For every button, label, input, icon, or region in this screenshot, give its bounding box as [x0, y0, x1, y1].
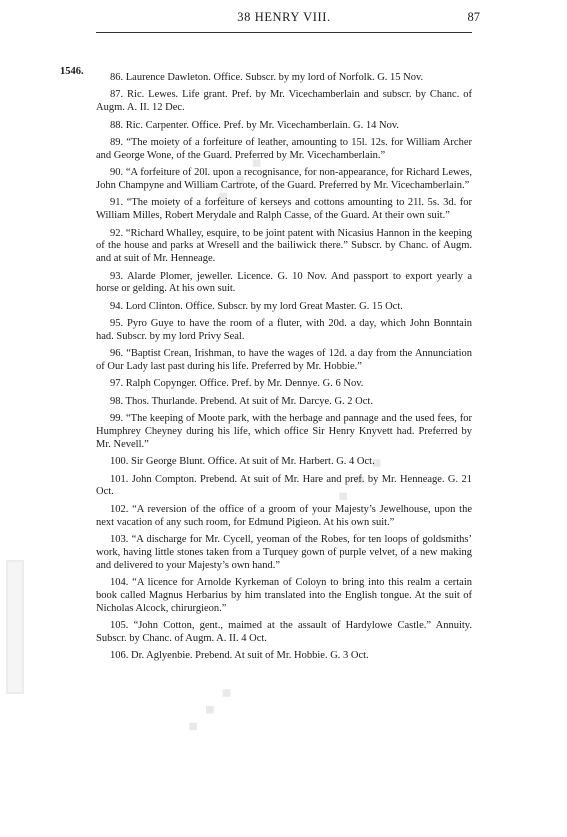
- page-number: 87: [467, 10, 480, 24]
- entry: 97. Ralph Copynger. Office. Pref. by Mr. Dennye. G. 6 Nov.: [110, 378, 364, 390]
- entry: 91. “The moiety of a forfeiture of kerseys and cottons amounting to 21l. 5s. 3d. for William Milles, Robert Merydale and Ralph Casse, of the Guard. At their own suit.”: [96, 197, 472, 222]
- watermark: ◆ ◆ ◆: [333, 450, 389, 506]
- entry: 103. “A discharge for Mr. Cycell, yeoman of the Robes, for ten loops of goldsmiths’ work, having little stones taken from a Turquey gown of purple velvet, of a new making and delivered to your Majesty’s own hand.”: [96, 534, 472, 571]
- running-title: 38 HENRY VIII.: [237, 10, 331, 24]
- entry: 99. “The keeping of Moote park, with the herbage and pannage and the used fees, for Humphrey Cheyney during his life, which office Sir Henry Knyvett had. Preferred by Mr. Nevell.”: [96, 413, 472, 450]
- entry: 90. “A forfeiture of 20l. upon a recognisance, for non-appearance, for Richard Lewes, John Champyne and William Cartrote, of the Guard. Preferred by Mr. Vicechamberlain.”: [96, 167, 472, 191]
- watermark: ◆ ◆ ◆: [183, 680, 239, 736]
- entry: 98. Thos. Thurlande. Prebend. At suit of Mr. Darcye. G. 2 Oct.: [110, 395, 373, 407]
- entry: 95. Pyro Guye to have the room of a fluter, with 20d. a day, which John Bonntain had. Subscr. by my lord Privy Seal.: [96, 318, 472, 342]
- watermark: ◆ ◆ ◆: [213, 150, 269, 206]
- margin-year: 1546.: [60, 66, 84, 77]
- entry: 89. “The moiety of a forfeiture of leather, amounting to 15l. 12s. for William Archer and George Wone, of the Guard. Preferred by Mr. Vicechamberlain.”: [96, 136, 472, 161]
- entry: 94. Lord Clinton. Office. Subscr. by my lord Great Master. G. 15 Oct.: [110, 300, 403, 312]
- entry: 86. Laurence Dawleton. Office. Subscr. by my lord of Norfolk. G. 15 Nov.: [110, 72, 424, 83]
- margin-watermark: [6, 560, 24, 694]
- entry: 102. “A reversion of the office of a groom of your Majesty’s Jewelhouse, upon the next vacation of any such room, for Edmund Pigieon. At his own suit.”: [96, 503, 472, 528]
- page-header: [96, 10, 480, 28]
- entry: 105. “John Cotton, gent., maimed at the assault of Hardylowe Castle.” Annuity. Subscr. by Chanc. of Augm. A. II. 4 Oct.: [96, 619, 472, 644]
- entry-list: [96, 72, 472, 668]
- entry: 88. Ric. Carpenter. Office. Pref. by Mr. Vicechamberlain. G. 14 Nov.: [110, 119, 400, 131]
- entry: 93. Alarde Plomer, jeweller. Licence. G. 10 Nov. And passport to export yearly a horse or gelding. At his own suit.: [96, 270, 472, 295]
- entry: 106. Dr. Aglyenbie. Prebend. At suit of Mr. Hobbie. G. 3 Oct.: [110, 650, 369, 662]
- header-rule: [96, 32, 472, 33]
- entry: 101. John Compton. Prebend. At suit of Mr. Hare and pref. by Mr. Henneage. G. 21 Oct.: [96, 473, 472, 498]
- entry: 96. “Baptist Crean, Irishman, to have the wages of 12d. a day from the Annunciation of Our Lady last past during his life. Preferred by Mr. Hobbie.”: [96, 348, 472, 373]
- entry: 104. “A licence for Arnolde Kyrkeman of Coloyn to bring into this realm a certain book called Magnus Herbarius by him translated into the English tongue. At the suit of Nicholas Alcock, chirurgieon.”: [96, 576, 472, 614]
- entry: 92. “Richard Whalley, esquire, to be joint patent with Nicasius Hannon in the keeping of the house and parks at Wresell and the bailiwick there.” Subscr. by Chanc. of Augm. and at suit of Mr. Henneage.: [96, 227, 472, 265]
- entry: 100. Sir George Blunt. Office. At suit of Mr. Harbert. G. 4 Oct.: [110, 456, 375, 468]
- entry: 87. Ric. Lewes. Life grant. Pref. by Mr. Vicechamberlain and subscr. by Chanc. of Augm. A. II. 12 Dec.: [96, 89, 472, 114]
